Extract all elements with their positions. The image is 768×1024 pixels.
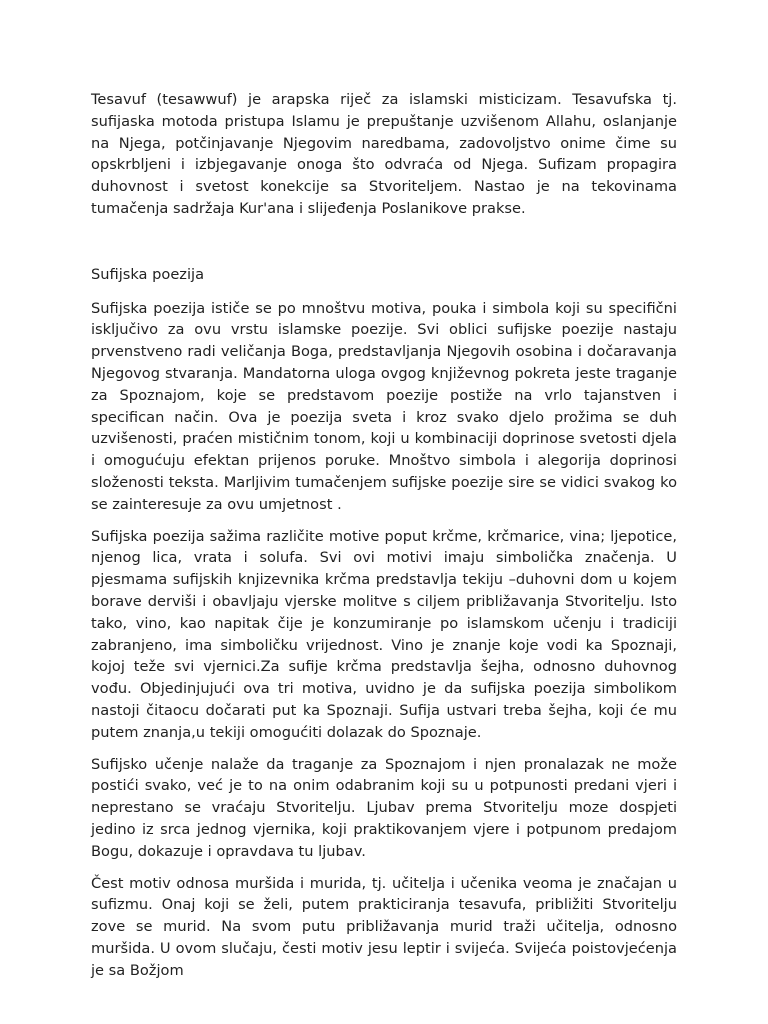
document-page bbox=[91, 89, 677, 981]
teaching-paragraph: Sufijsko učenje nalaže da traganje za Spoznajom i njen pronalazak ne može postići svako, već je to na onim odabranim koji su u potpunosti predani vjeri i neprestano se vraćaju Stvoritelju. Ljubav prema Stvoritelju moze dospjeti jedino iz srca jednog vjernika, koji praktikovanjem vjere i potpunom predajom Bogu, dokazuje i opravdava tu ljubav. bbox=[91, 755, 677, 860]
mentor-paragraph: Čest motiv odnosa muršida i murida, tj. učitelja i učenika veoma je značajan u sufizmu. Onaj koji se želi, putem prakticiranja tesavufa, približiti Stvoritelju zove se murid. Na svom putu približavanja murid traži učitelja, odnosno muršida. U ovom slučaju, česti motiv jesu leptir i svijeća. Svijeća poistovjećenja je sa Božjom bbox=[91, 874, 677, 979]
motifs-paragraph: Sufijska poezija sažima različite motive poput krčme, krčmarice, vina; ljepotice, njenog lica, vrata i solufa. Svi ovi motivi imaju simbolička značenja. U pjesmama sufijskih knjizevnika krčma predstavlja tekiju –duhovni dom u kojem borave derviši i obavljaju vjerske molitve s ciljem približavanja Stvoritelju. Isto tako, vino, kao napitak čije je konzumiranje po islamskom učenju i tradiciji zabranjeno, ima simboličku vrijednost. Vino je znanje koje vodi ka Spoznaji, kojoj teže svi vjernici.Za sufije krčma predstavlja šejha, odnosno duhovnog vođu. Objedinjujući ova tri motiva, uvidno je da sufijska poezija simbolikom nastoji čitaocu dočarati put ka Spoznaji. Sufija ustvari treba šejha, koji će mu putem znanja,u tekiji omogućiti dolazak do Spoznaje. bbox=[91, 527, 677, 741]
section-heading: Sufijska poezija bbox=[91, 265, 205, 283]
poetry-paragraph: Sufijska poezija ističe se po mnoštvu motiva, pouka i simbola koji su specifični isključivo za ovu vrstu islamske poezije. Svi oblici sufijske poezije nastaju prvenstveno radi veličanja Boga, predstavljanja Njegovih osobina i dočaravanja Njegovog stvaranja. Mandatorna uloga ovgog književnog pokreta jeste traganje za Spoznajom, koje se predstavom poezije postiže na vrlo tajanstven i specifican način. Ova je poezija sveta i kroz svako djelo prožima se duh uzvišenosti, praćen mističnim tonom, koji u kombinaciji doprinose svetosti djela i omogućuju efektan prijenos poruke. Mnoštvo simbola i alegorija doprinosi složenosti teksta. Marljivim tumačenjem sufijske poezije sire se vidici svakog ko se zainteresuje za ovu umjetnost . bbox=[91, 299, 677, 513]
intro-paragraph: Tesavuf (tesawwuf) je arapska riječ za islamski misticizam. Tesavufska tj. sufijaska motoda pristupa Islamu je prepuštanje uzvišenom Allahu, oslanjanje na Njega, potčinjavanje Njegovim naredbama, zadovoljstvo onime čime su opskrbljeni i izbjegavanje onoga što odvraća od Njega. Sufizam propagira duhovnost i svetost konekcije sa Stvoriteljem. Nastao je na tekovinama tumačenja sadržaja Kur'ana i slijeđenja Poslanikove prakse. bbox=[91, 91, 677, 217]
